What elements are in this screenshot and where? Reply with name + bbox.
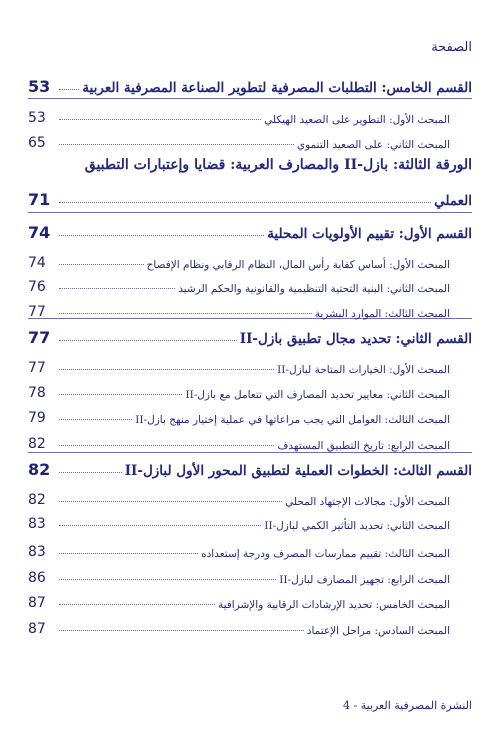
toc-page-number: 74	[28, 223, 51, 242]
toc-entry-title: المبحث الرابع: تجهيز المصارف لبازل-II	[279, 574, 450, 586]
dot-leader	[59, 119, 261, 120]
toc-subsection-entry	[28, 102, 472, 126]
toc-page-number: 74	[28, 255, 46, 271]
toc-page-number: 76	[28, 279, 46, 295]
toc-entry-title: المبحث الثالث: العوامل التي يجب مراعاتها في عملية إختيار منهج بازل-II	[135, 414, 450, 426]
toc-entry-title: العملي	[434, 193, 472, 209]
toc-entry-title: القسم الثالث: الخطوات العملية لتطبيق المحور الأول لبازل-II	[124, 463, 472, 479]
dot-leader	[59, 144, 294, 145]
toc-page-number: 53	[28, 110, 46, 126]
toc-page-number: 53	[28, 77, 51, 96]
dot-leader	[59, 264, 144, 265]
dot-leader	[59, 553, 198, 554]
toc-entry-title: المبحث الثاني: على الصعيد التنموي	[296, 139, 450, 151]
dot-leader	[59, 394, 182, 395]
toc-subsection-entry	[28, 296, 472, 320]
toc-page-number: 77	[28, 328, 51, 347]
dot-leader	[59, 472, 122, 473]
toc-entry-title: المبحث الأول: الخيارات المتاحة لبازل-II	[277, 364, 450, 376]
toc-section-entry	[28, 185, 472, 209]
divider-line	[28, 452, 472, 453]
toc-page-number: 86	[28, 570, 46, 586]
toc-subsection-entry	[28, 377, 472, 401]
page-footer: النشرة المصرفية العربية - 4	[343, 699, 472, 712]
dot-leader	[59, 235, 264, 236]
toc-page-number: 87	[28, 595, 46, 611]
toc-page-number: 77	[28, 360, 46, 376]
toc-page-number: 77	[28, 304, 46, 320]
toc-entry-title: المبحث الأول: مجالات الإجتهاد المحلي	[285, 496, 450, 508]
dot-leader	[59, 202, 431, 203]
toc-entry-title: المبحث السادس: مراحل الإعتماد	[306, 625, 450, 637]
toc-subsection-entry	[28, 247, 472, 271]
page-column-header: الصفحة	[431, 40, 472, 55]
dot-leader	[59, 419, 132, 420]
toc-page-number: 82	[28, 436, 46, 452]
toc-subsection-entry	[28, 508, 472, 532]
toc-subsection-entry	[28, 402, 472, 426]
toc-entry-title: المبحث الأول: التطوير على الصعيد الهيكلي	[264, 114, 450, 126]
dot-leader	[59, 369, 274, 370]
toc-subsection-entry	[28, 587, 472, 611]
toc-subsection-entry	[28, 484, 472, 508]
toc-entry-title: المبحث الثاني: تحديد التأثير الكمي لبازل-II	[264, 520, 450, 532]
divider-line	[28, 212, 472, 213]
toc-entry-title: المبحث الثالث: الموارد البشرية	[314, 308, 450, 320]
toc-page-number: 83	[28, 544, 46, 560]
toc-page-number: 78	[28, 385, 46, 401]
toc-entry-title: المبحث الخامس: تحديد الإرشادات الرقابية والإشرافية	[217, 599, 450, 611]
toc-section-entry	[28, 218, 472, 242]
toc-subsection-entry	[28, 562, 472, 586]
paper-heading: الورقة الثالثة: بازل-II والمصارف العربية: قضايا وإعتبارات التطبيق	[84, 157, 472, 173]
toc-page-number: 82	[28, 460, 51, 479]
toc-page-number: 82	[28, 492, 46, 508]
toc-page-number: 65	[28, 135, 46, 151]
toc-section-entry	[28, 323, 472, 347]
toc-page-number: 71	[28, 190, 51, 209]
toc-entry-title: المبحث الثاني: البنية التحتية التنظيمية والقانونية والحكم الرشيد	[178, 283, 450, 295]
toc-entry-title: القسم الأول: تقييم الأولويات المحلية	[267, 226, 472, 242]
dot-leader	[59, 604, 215, 605]
toc-entry-title: المبحث الثالث: تقييم ممارسات المصرف ودرجة إستعداده	[201, 548, 450, 560]
toc-subsection-entry	[28, 127, 472, 151]
toc-subsection-entry	[28, 352, 472, 376]
dot-leader	[59, 89, 79, 90]
dot-leader	[59, 313, 312, 314]
dot-leader	[59, 579, 276, 580]
dot-leader	[59, 340, 237, 341]
toc-subsection-entry	[28, 536, 472, 560]
toc-entry-title: المبحث الثاني: معايير تحديد المصارف التي تتعامل مع بازل-II	[185, 389, 450, 401]
toc-entry-title: المبحث الرابع: تاريخ التطبيق المستهدف	[277, 440, 450, 452]
dot-leader	[59, 445, 274, 446]
dot-leader	[59, 288, 175, 289]
toc-subsection-entry	[28, 613, 472, 637]
toc-subsection-entry	[28, 428, 472, 452]
toc-section-entry	[28, 72, 472, 96]
toc-page-number: 87	[28, 621, 46, 637]
toc-subsection-entry	[28, 271, 472, 295]
dot-leader	[59, 630, 304, 631]
toc-page-number: 79	[28, 410, 46, 426]
toc-section-entry	[28, 455, 472, 479]
dot-leader	[59, 525, 261, 526]
toc-page-number: 83	[28, 516, 46, 532]
toc-entry-title: القسم الخامس: التطلبات المصرفية لتطوير الصناعة المصرفية العربية	[82, 80, 472, 96]
divider-line	[28, 98, 472, 99]
toc-entry-title: المبحث الأول: أساس كفاية رأس المال، النظام الرقابي ونظام الإفصاح	[146, 259, 450, 271]
dot-leader	[59, 501, 282, 502]
toc-entry-title: القسم الثاني: تحديد مجال تطبيق بازل-II	[239, 331, 472, 347]
